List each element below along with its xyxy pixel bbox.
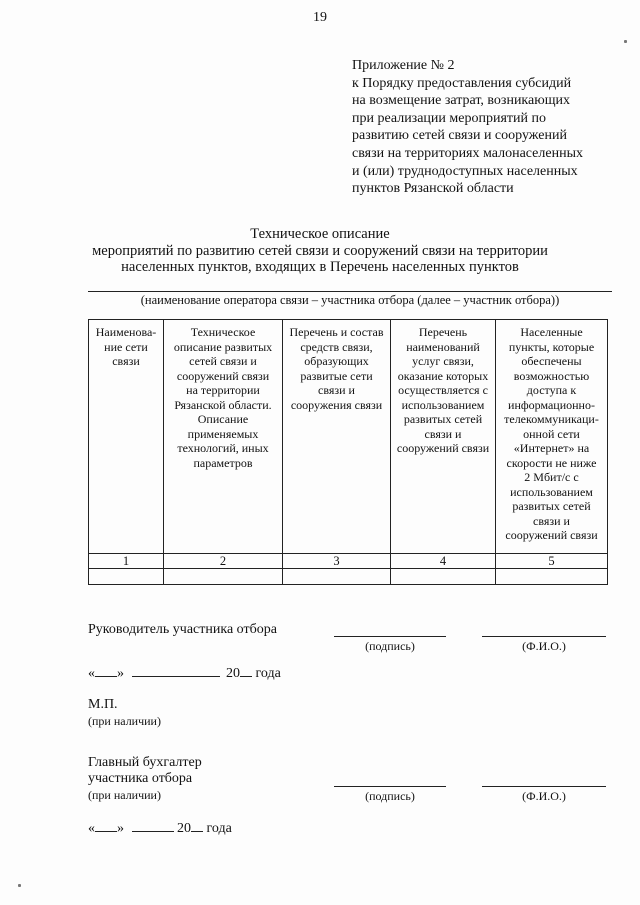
- column-number: 1: [89, 554, 164, 569]
- table-header-row: [89, 320, 608, 554]
- accountant-label-1: Главный бухгалтер: [88, 755, 202, 770]
- appendix-line: связи на территориях малонаселенных: [352, 145, 583, 161]
- header-technical-description: Техническое описание развитых сетей связи и сооружений связи на территории Рязанской области. Описание применяемых технологий, иных параметров: [164, 320, 283, 554]
- date-line-2: « » 20 года: [88, 818, 232, 837]
- appendix-line: к Порядку предоставления субсидий: [352, 75, 572, 91]
- document-title: [0, 226, 640, 276]
- appendix-note: [352, 57, 583, 198]
- page-number: 19: [313, 10, 327, 25]
- head-label: Руководитель участника отбора: [88, 622, 277, 637]
- header-network-name: Наименова- ние сети связи: [89, 320, 164, 554]
- head-fio-line: [482, 636, 606, 637]
- title-line-1: Техническое описание: [250, 226, 390, 242]
- appendix-line: развитию сетей связи и сооружений: [352, 128, 567, 144]
- operator-caption: (наименование оператора связи – участника отбора (далее – участник отбора)): [140, 293, 560, 307]
- header-services-list: Перечень наименований услуг связи, оказание которых осуществляется с использованием развитых сетей связи и сооружений связи: [391, 320, 496, 554]
- empty-cell: [283, 569, 391, 585]
- empty-cell: [496, 569, 608, 585]
- stamp-if-any: (при наличии): [88, 714, 161, 728]
- empty-cell: [391, 569, 496, 585]
- table-empty-row: [89, 569, 608, 585]
- column-number: 4: [391, 554, 496, 569]
- title-line-2: мероприятий по развитию сетей связи и сооружений связи на территории: [92, 242, 548, 259]
- appendix-line: Приложение № 2: [352, 58, 455, 73]
- technical-description-table: [88, 319, 608, 585]
- appendix-line: и (или) труднодоступных населенных: [352, 163, 578, 179]
- stamp-label: М.П.: [88, 697, 118, 712]
- table-number-row: [89, 554, 608, 569]
- accountant-if-any: (при наличии): [88, 788, 161, 802]
- title-line-3: населенных пунктов, входящих в Перечень населенных пунктов: [121, 259, 519, 275]
- accountant-signature-line: [334, 786, 446, 787]
- operator-name-line: [88, 291, 612, 292]
- column-number: 5: [496, 554, 608, 569]
- header-settlements: Населенные пункты, которые обеспечены возможностью доступа к информационно- телекоммуникаци- онной сети «Интернет» на скорости не ниже 2 Мбит/с с использованием развитых сетей связи и сооружений связи: [496, 320, 608, 554]
- scan-speck: [18, 884, 21, 887]
- header-equipment-list: Перечень и состав средств связи, образующих развитые сети связи и сооружения связи: [283, 320, 391, 554]
- accountant-fio-line: [482, 786, 606, 787]
- appendix-line: на возмещение затрат, возникающих: [352, 93, 570, 109]
- head-signature-line: [334, 636, 446, 637]
- fio-caption: (Ф.И.О.): [522, 639, 566, 653]
- scan-speck: [624, 40, 627, 43]
- empty-cell: [89, 569, 164, 585]
- appendix-line: пунктов Рязанской области: [352, 181, 514, 197]
- appendix-line: при реализации мероприятий по: [352, 110, 546, 126]
- signature-caption: (подпись): [365, 789, 415, 803]
- column-number: 2: [164, 554, 283, 569]
- empty-cell: [164, 569, 283, 585]
- accountant-label-2: участника отбора: [88, 771, 193, 786]
- column-number: 3: [283, 554, 391, 569]
- signature-caption: (подпись): [365, 639, 415, 653]
- date-line-1: « » 20 года: [88, 663, 281, 682]
- fio-caption: (Ф.И.О.): [522, 789, 566, 803]
